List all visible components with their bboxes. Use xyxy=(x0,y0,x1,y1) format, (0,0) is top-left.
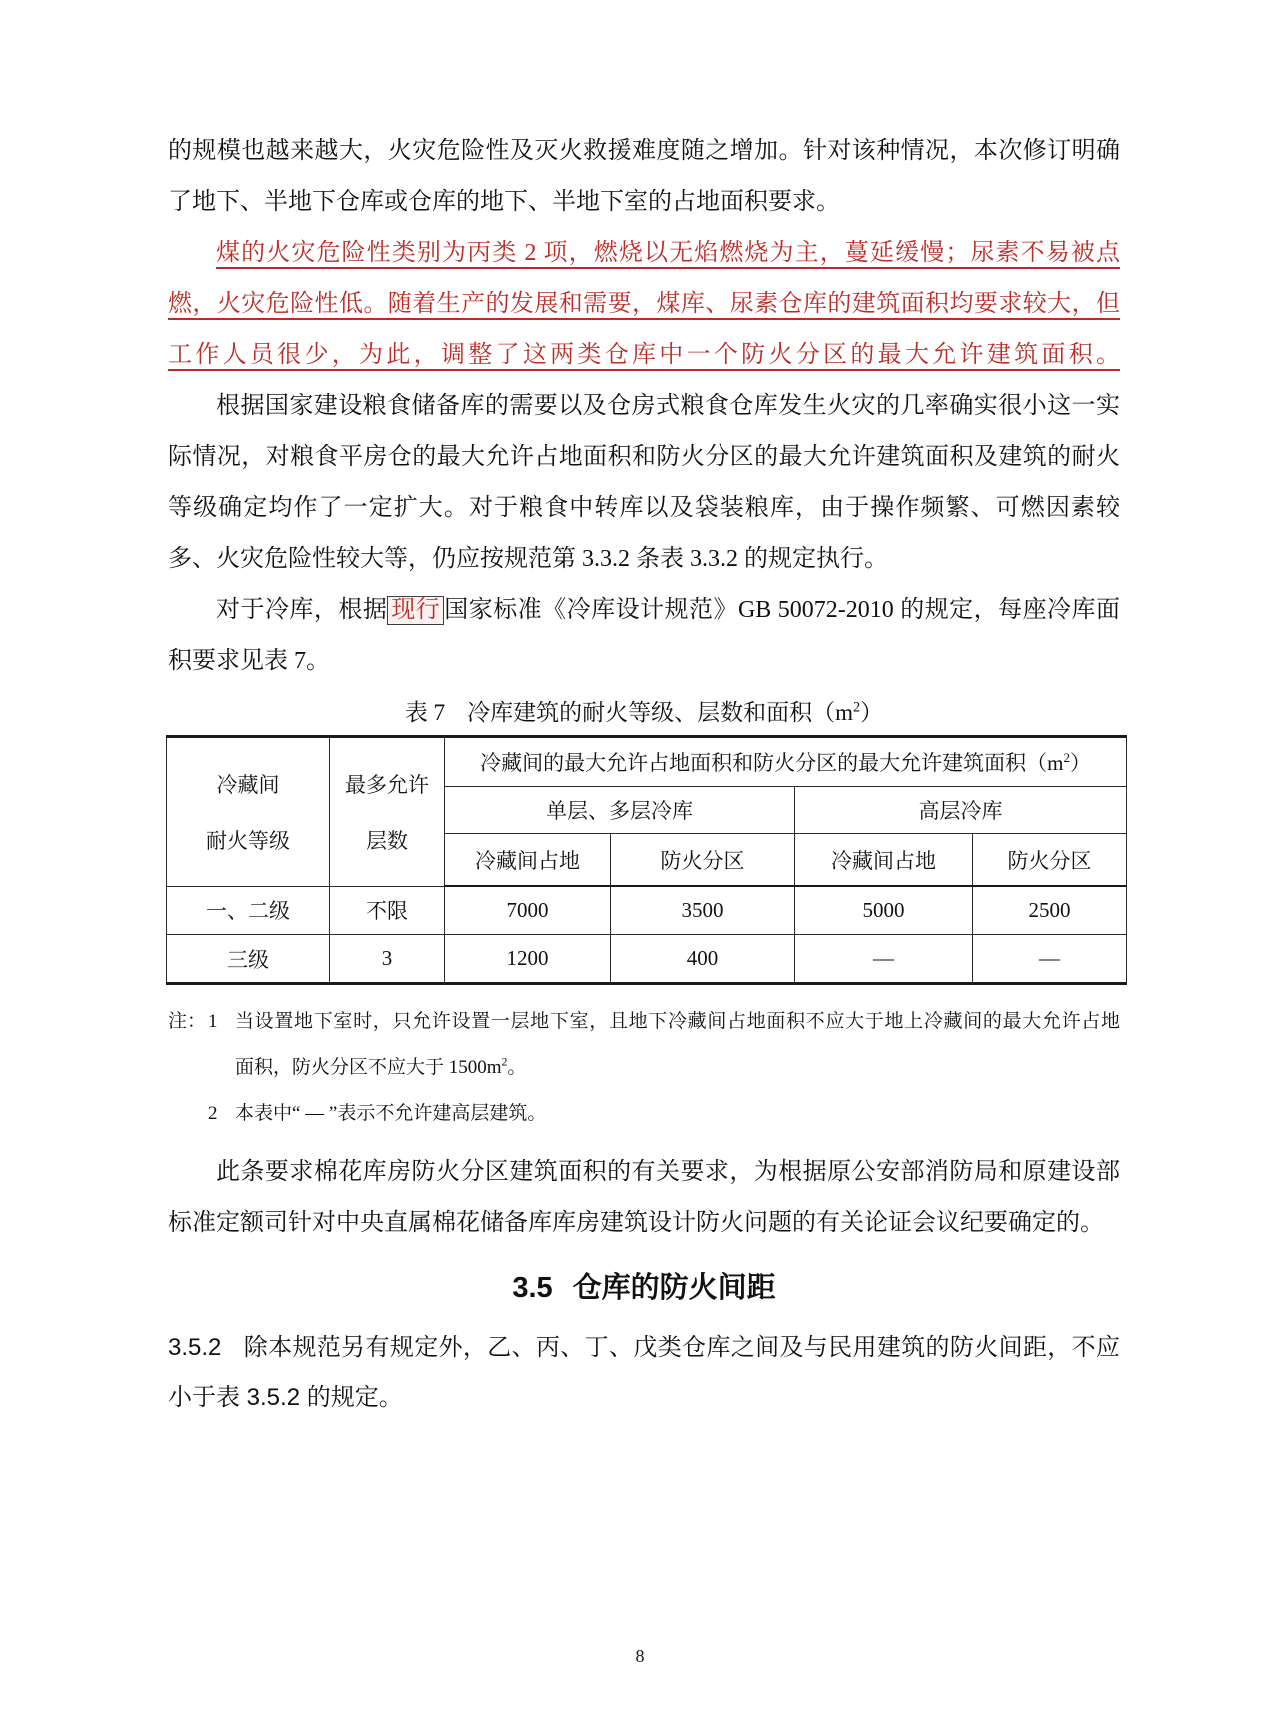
note-2-number: 2 xyxy=(208,1103,218,1124)
table-subheader-firezone-2: 防火分区 xyxy=(973,834,1127,887)
table-cell: 400 xyxy=(611,935,795,984)
clause-text: 除本规范另有规定外，乙、丙、丁、戊类仓库之间及与民用建筑的防火间距，不应小于表 3.5.2 的规定。 xyxy=(168,1334,1120,1411)
clause-number: 3.5.2 xyxy=(168,1334,222,1361)
note-2-text: 本表中“ — ”表示不允许建高层建筑。 xyxy=(235,1103,547,1124)
table-row-grade-1-2 xyxy=(167,886,1127,935)
paragraph-intro-continuation: 的规模也越来越大，火灾危险性及灭火救援难度随之增加。针对该种情况，本次修订明确了地下、半地下仓库或仓库的地下、半地下室的占地面积要求。 xyxy=(168,138,1120,215)
table7-caption-title: 冷库建筑的耐火等级、层数和面积（m xyxy=(467,700,853,725)
table-7-cold-storage xyxy=(166,735,1127,985)
note-1-line2 xyxy=(235,1045,1120,1091)
table-header-fire-rating xyxy=(167,737,330,887)
table-cell: 7000 xyxy=(445,886,611,935)
table-cell: — xyxy=(973,935,1127,984)
table-header-fire-rating-line1: 冷藏间 xyxy=(216,772,280,797)
table7-caption-close: ） xyxy=(860,700,884,725)
table-subheader-footprint-2: 冷藏间占地 xyxy=(795,834,973,887)
table7-caption-label: 表 7 xyxy=(404,700,446,725)
table-note-1 xyxy=(168,999,1120,1091)
section-heading-3-5 xyxy=(168,1265,1120,1311)
paragraph-cold-storage xyxy=(168,585,1120,687)
note-1-number: 1 xyxy=(208,1011,218,1032)
boxed-term-xianxing: 现行 xyxy=(387,596,444,625)
table-row-grade-3 xyxy=(167,935,1127,984)
table-header-max-floors-line2: 层数 xyxy=(366,828,408,853)
note-1-line1: 当设置地下室时，只允许设置一层地下室，且地下冷藏间占地面积不应大于地上冷藏间的最大允许占地 xyxy=(235,1011,1120,1032)
table-subheader-firezone-1: 防火分区 xyxy=(611,834,795,887)
paragraph-red-emphasis: 煤的火灾危险性类别为丙类 2 项，燃烧以无焰燃烧为主，蔓延缓慢；尿素不易被点燃，火灾危险性低。随着生产的发展和需要，煤库、尿素仓库的建筑面积均要求较大，但工作人员很少，为此，调整了这两类仓库中一个防火分区的最大允许建筑面积。 xyxy=(168,240,1120,368)
note-1-superscript: 2 xyxy=(501,1055,508,1069)
page-number: 8 xyxy=(635,1646,645,1666)
table-header-area-span xyxy=(445,737,1127,787)
table-note-2 xyxy=(168,1091,1120,1137)
section-title: 仓库的防火间距 xyxy=(572,1272,776,1304)
table-cell: 2500 xyxy=(973,886,1127,935)
page-content xyxy=(168,126,1120,1447)
table-cell: 3 xyxy=(330,935,445,984)
note-1-line2-text: 面积，防火分区不应大于 1500m xyxy=(235,1057,502,1078)
section-number: 3.5 xyxy=(512,1272,553,1304)
table7-caption-superscript: 2 xyxy=(853,699,861,716)
table-header-area-superscript: 2 xyxy=(1063,750,1070,765)
table-cell: 5000 xyxy=(795,886,973,935)
table-header-area-span-text: 冷藏间的最大允许占地面积和防火分区的最大允许建筑面积（m xyxy=(480,751,1064,775)
cold-storage-text-before: 对于冷库，根据 xyxy=(216,597,388,623)
table-cell: 1200 xyxy=(445,935,611,984)
table-cell: — xyxy=(795,935,973,984)
table-subheader-footprint-1: 冷藏间占地 xyxy=(445,834,611,887)
table-header-group-highrise: 高层冷库 xyxy=(795,787,1127,834)
note-1-text xyxy=(235,999,1120,1091)
table-cell: 一、二级 xyxy=(167,886,330,935)
table-header-fire-rating-line2: 耐火等级 xyxy=(206,828,290,853)
table7-caption xyxy=(168,691,1120,735)
table-cell: 不限 xyxy=(330,886,445,935)
clause-3-5-2 xyxy=(168,1323,1120,1423)
paragraph-grain-storage: 根据国家建设粮食储备库的需要以及仓房式粮食仓库发生火灾的几率确实很小这一实际情况，对粮食平房仓的最大允许占地面积和防火分区的最大允许建筑面积及建筑的耐火等级确定均作了一定扩大。对于粮食中转库以及袋装粮库，由于操作频繁、可燃因素较多、火灾危险性较大等，仍应按规范第 3.3.2 条表 3.3.2 的规定执行。 xyxy=(168,393,1120,572)
table-header-max-floors-line1: 最多允许 xyxy=(345,772,429,797)
paragraph-cotton-warehouse: 此条要求棉花库房防火分区建筑面积的有关要求，为根据原公安部消防局和原建设部标准定额司针对中央直属棉花储备库库房建筑设计防火问题的有关论证会议纪要确定的。 xyxy=(168,1159,1120,1236)
table-cell: 三级 xyxy=(167,935,330,984)
table-notes xyxy=(168,999,1120,1137)
table-header-area-close: ） xyxy=(1069,751,1091,775)
table-cell: 3500 xyxy=(611,886,795,935)
note-1-line2-close: 。 xyxy=(507,1057,527,1078)
table-header-group-lowrise: 单层、多层冷库 xyxy=(445,787,795,834)
cold-storage-text-after: 国家标准《冷库设计规范》GB 50072-2010 的规定，每座冷库面积要求见表 7。 xyxy=(168,597,1120,674)
table-header-max-floors xyxy=(330,737,445,887)
note-label: 注： xyxy=(168,1011,207,1032)
